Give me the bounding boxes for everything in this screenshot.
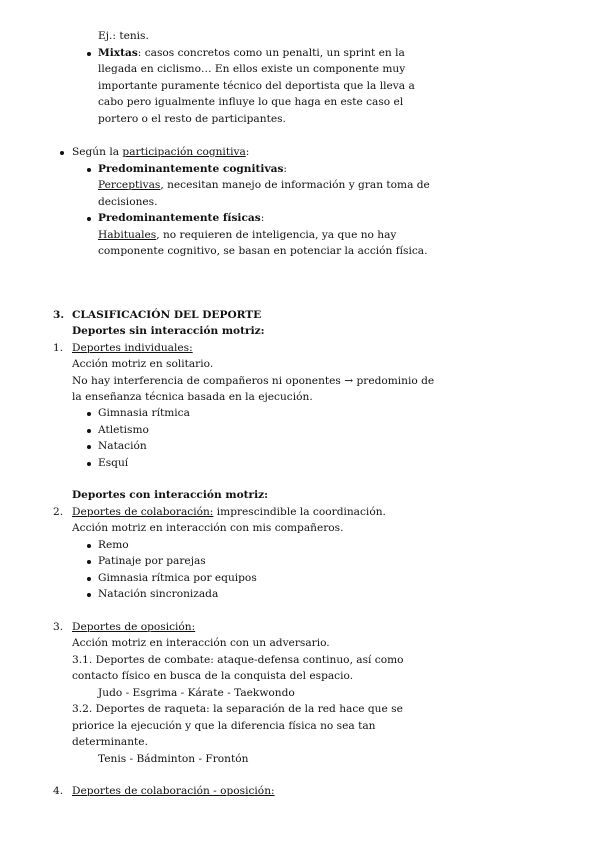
- cognitive-item-2-line2: componente cognitivo, se basan en potenciar la acción física.: [98, 245, 428, 257]
- mixtas-text: : casos concretos como un penalti, un sprint en la: [137, 47, 405, 59]
- item-line: Acción motriz en interacción con mis compañeros.: [72, 522, 344, 534]
- mixtas-cont-3: cabo pero igualmente influye lo que haga en este caso el: [98, 96, 404, 108]
- intro-prefix: Según la: [72, 146, 123, 158]
- bullet-dot: [87, 544, 91, 548]
- item-line: contacto físico en busca de la conquista del espacio.: [72, 670, 354, 682]
- item-number: 3.: [53, 621, 64, 633]
- item-line: determinante.: [72, 736, 148, 748]
- item-number: 2.: [53, 506, 64, 518]
- item-label: Predominantemente cognitivas: [98, 163, 284, 175]
- bullet-dot: [87, 560, 91, 564]
- list-item: Gimnasia rítmica: [98, 407, 190, 419]
- mixtas-cont-4: portero o el resto de participantes.: [98, 113, 286, 125]
- item-heading: Deportes individuales:: [72, 342, 193, 354]
- item-label-suffix: :: [283, 163, 287, 175]
- item-heading-suffix: imprescindible la coordinación.: [213, 506, 386, 518]
- item-line1: , necesitan manejo de información y gran toma de: [160, 179, 430, 191]
- bullet-dot: [87, 462, 91, 466]
- bullet-dot: [60, 151, 64, 155]
- example-line: Ej.: tenis.: [98, 30, 149, 42]
- cognitive-item-2-label: [98, 210, 264, 227]
- cognitive-intro: [72, 144, 249, 161]
- examples-combate: Judo - Esgrima - Kárate - Taekwondo: [98, 687, 295, 699]
- list-item: Patinaje por parejas: [98, 555, 206, 567]
- list-item: Remo: [98, 539, 129, 551]
- cognitive-item-2-text: [98, 227, 396, 244]
- section-title: CLASIFICACIÓN DEL DEPORTE: [72, 309, 262, 321]
- bullet-dot: [87, 429, 91, 433]
- subheading-sin-interaccion: Deportes sin interacción motriz:: [72, 325, 265, 337]
- item-line: No hay interferencia de compañeros ni oponentes → predominio de: [72, 375, 435, 387]
- section-number: 3.: [53, 309, 65, 321]
- bullet-dot: [87, 577, 91, 581]
- item-line: 3.1. Deportes de combate: ataque-defensa continuo, así como: [72, 654, 404, 666]
- bullet-dot: [87, 412, 91, 416]
- subheading-con-interaccion: Deportes con interacción motriz:: [72, 489, 269, 501]
- cognitive-item-1-text: [98, 177, 430, 194]
- bullet-dot: [87, 445, 91, 449]
- item-line: priorice la ejecución y que la diferencia física no sea tan: [72, 720, 376, 732]
- cognitive-item-1-label: [98, 161, 287, 178]
- item-number: 1.: [53, 342, 64, 354]
- mixtas-cont-1: llegada en ciclismo… En ellos existe un componente muy: [98, 63, 406, 75]
- examples-raqueta: Tenis - Bádminton - Frontón: [98, 753, 249, 765]
- intro-suffix: :: [245, 146, 250, 158]
- item-term: Habituales: [98, 229, 157, 241]
- item-heading-line: [72, 504, 386, 521]
- item-term: Perceptivas: [98, 179, 161, 191]
- list-item: Natación: [98, 440, 147, 452]
- mixtas-label: Mixtas: [98, 47, 138, 59]
- list-item: Natación sincronizada: [98, 588, 219, 600]
- bullet-dot: [87, 168, 91, 172]
- item-line1: , no requieren de inteligencia, ya que no hay: [156, 229, 397, 241]
- item-label-suffix: :: [260, 212, 265, 224]
- list-item: Atletismo: [98, 424, 149, 436]
- item-line: la enseñanza técnica basada en la ejecución.: [72, 391, 313, 403]
- item-line: 3.2. Deportes de raqueta: la separación de la red hace que se: [72, 703, 403, 715]
- bullet-dot: [87, 52, 91, 56]
- mixtas-line: [98, 45, 405, 62]
- item-heading: Deportes de colaboración - oposición:: [72, 785, 275, 797]
- item-line: Acción motriz en interacción con un adversario.: [72, 637, 330, 649]
- item-heading: Deportes de colaboración:: [72, 506, 214, 518]
- list-item: Esquí: [98, 457, 129, 469]
- item-label: Predominantemente físicas: [98, 212, 261, 224]
- list-item: Gimnasia rítmica por equipos: [98, 572, 257, 584]
- bullet-dot: [87, 593, 91, 597]
- item-line: Acción motriz en solitario.: [72, 358, 214, 370]
- cognitive-item-1-line2: decisiones.: [98, 196, 158, 208]
- bullet-dot: [87, 217, 91, 221]
- item-heading: Deportes de oposición:: [72, 621, 196, 633]
- mixtas-cont-2: importante puramente técnico del deportista que la lleva a: [98, 80, 415, 92]
- item-number: 4.: [53, 785, 64, 797]
- cognitive-link: participación cognitiva: [122, 146, 246, 158]
